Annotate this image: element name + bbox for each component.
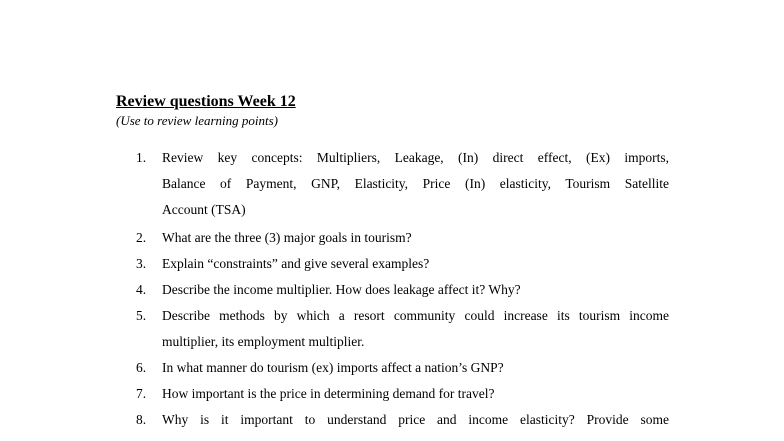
question-line: Why is it important to understand price and income elasticity? Provide some (162, 412, 669, 427)
question-number: 8. (136, 412, 147, 427)
question-text: In what manner do tourism (ex) imports affect a nation’s GNP? (162, 360, 504, 375)
question-number: 7. (136, 386, 147, 401)
question-text: Explain “constraints” and give several examples? (162, 256, 430, 271)
question-number: 5. (136, 308, 147, 323)
question-text (162, 145, 669, 223)
question-number: 1. (136, 150, 147, 165)
question-line: Account (TSA) (162, 202, 246, 217)
question-line: Review key concepts: Multipliers, Leakage, (In) direct effect, (Ex) imports, (162, 150, 669, 165)
question-text: Describe the income multiplier. How does leakage affect it? Why? (162, 282, 521, 297)
question-text: What are the three (3) major goals in tourism? (162, 230, 412, 245)
question-number: 2. (136, 230, 147, 245)
question-line: multiplier, its employment multiplier. (162, 334, 365, 349)
question-line: Describe methods by which a resort community could increase its tourism income (162, 308, 669, 323)
page-title: Review questions Week 12 (116, 93, 296, 110)
question-text: How important is the price in determining demand for travel? (162, 386, 495, 401)
question-text (162, 407, 669, 433)
question-line: Balance of Payment, GNP, Elasticity, Price (In) elasticity, Tourism Satellite (162, 176, 669, 191)
question-number: 6. (136, 360, 147, 375)
question-number: 3. (136, 256, 147, 271)
page-subtitle: (Use to review learning points) (116, 113, 278, 128)
question-text (162, 303, 669, 355)
question-number: 4. (136, 282, 147, 297)
